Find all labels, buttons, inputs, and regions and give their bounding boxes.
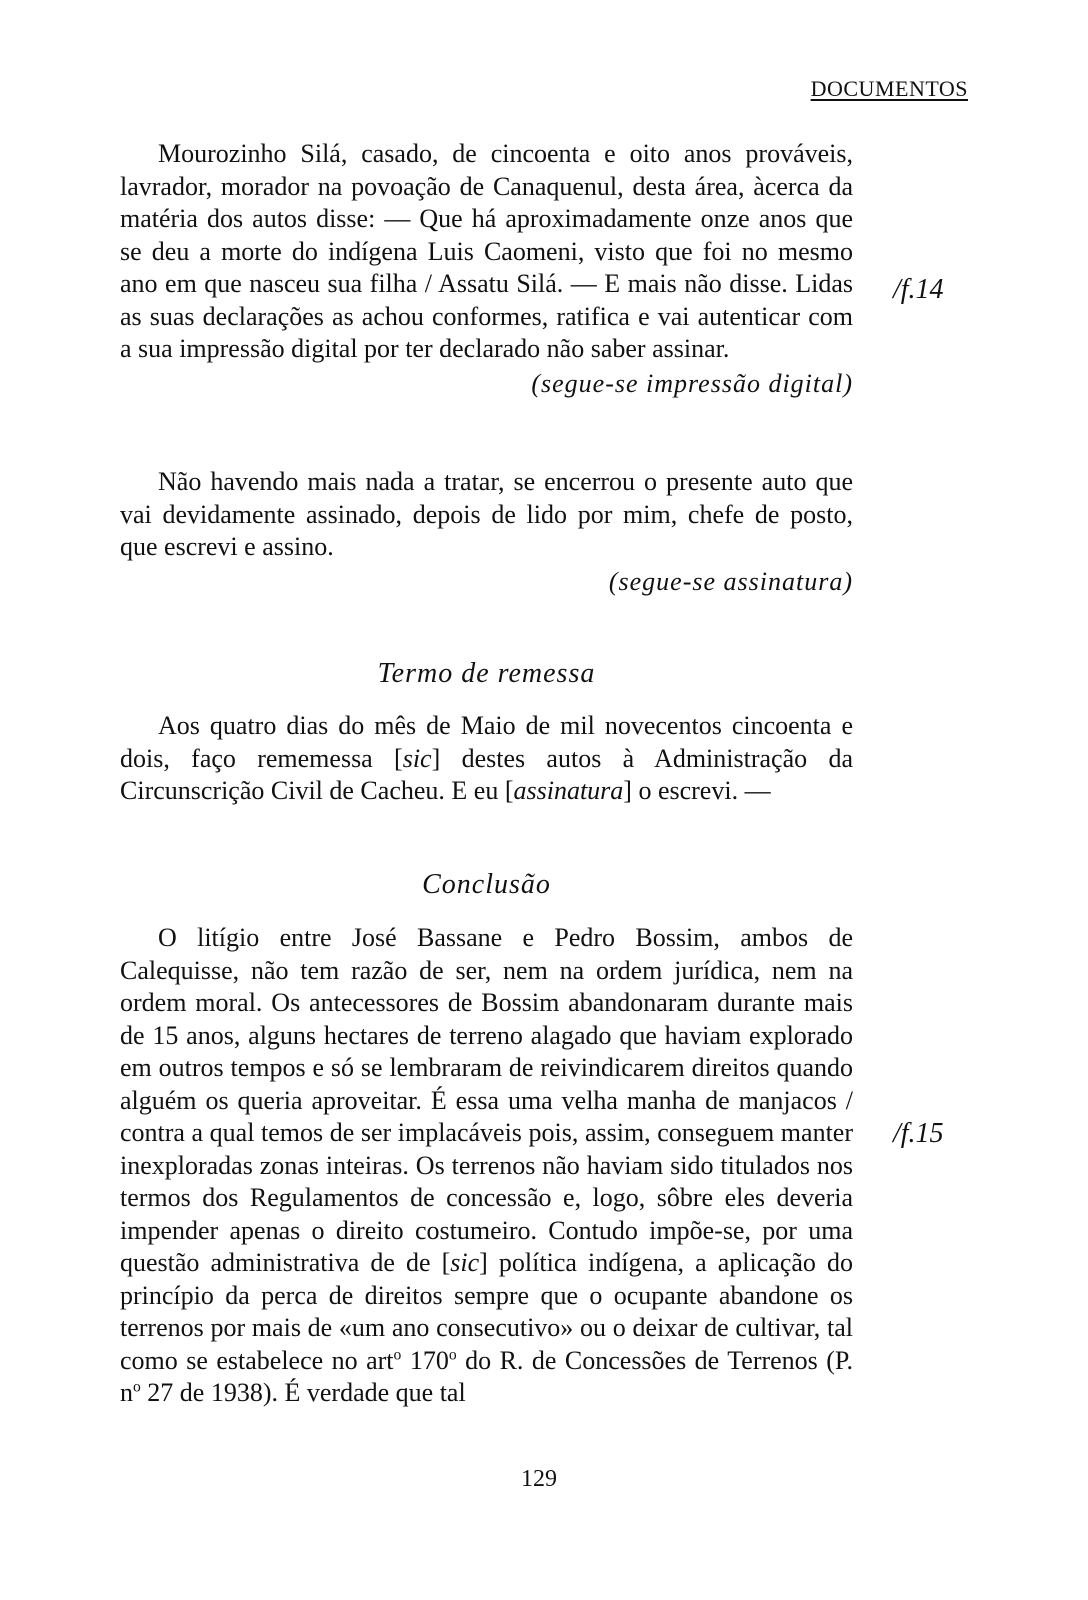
remessa-text-c: ] o escrevi. — [623,776,771,805]
conclusao-block [120,922,853,1410]
testimony-paragraph: Mourozinho Silá, casado, de cincoenta e oito anos prováveis, lavrador, morador na povoação de Canaquenul, desta área, àcerca da matéria dos autos disse: — Que há aproximadamente onze anos que se deu a morte do indígena Luis Caomeni, visto que foi no mesmo ano em que nasceu sua filha / Assatu Silá. — E mais não disse. Lidas as suas declarações as achou conformes, ratifica e vai autenticar com a sua impressão digital por ter declarado não saber assinar. [120,139,853,363]
sic-annotation: sic [402,743,432,773]
sic-annotation: sic [450,1248,480,1277]
section-heading-conclusao: Conclusão [422,869,551,900]
running-head: DOCUMENTOS [810,76,968,101]
signature-note: (segue-se assinatura) [608,566,853,596]
conclusao-text-e: 27 de 1938). É verdade que tal [140,1378,466,1407]
conclusao-paragraph [120,922,853,1410]
remessa-block [120,710,853,808]
conclusao-text-b: ] política indígena, a aplicação do princípio da perca de direitos sempre que o ocupante abandone os terrenos por mais de «um ano consecutivo» ou o deixar de cultivar, tal como se estabelece no art [120,1248,853,1375]
ordinal-marker: o [448,1345,457,1363]
ordinal-marker: o [393,1345,402,1363]
fingerprint-note: (segue-se impressão digital) [531,368,853,398]
conclusao-text-d: do R. de Concessões de Terrenos (P. n [120,1345,854,1407]
conclusao-text-c: 170 [401,1345,449,1375]
remessa-paragraph [120,710,853,808]
section-heading-termo-de-remessa: Termo de remessa [377,658,596,689]
conclusao-text-a: O litígio entre José Bassane e Pedro Bossim, ambos de Calequisse, não tem razão de ser, nem na ordem jurídica, nem na ordem moral. Os antecessores de Bossim abandonaram durante mais de 15 anos, alguns hectares de terreno alagado que haviam explorado em outros tempos e só se lembraram de reivindicarem direitos quando alguém os queria aproveitar. É essa uma velha manha de manjacos / contra a qual temos de ser implacáveis pois, assim, conseguem manter inexploradas zonas inteiras. Os terrenos não haviam sido titulados nos termos dos Regulamentos de concessão e, logo, sôbre eles deveria impender apenas o direito costumeiro. Contudo impõe-se, por uma questão administrativa de de [ [120,923,853,1277]
remessa-text-b: ] destes autos à Administração da Circunscrição Civil de Cacheu. E eu [ [120,743,853,805]
remessa-text-a: Aos quatro dias do mês de Maio de mil novecentos cincoenta e dois, faço rememessa [ [120,711,853,773]
folio-marker-14: /f.14 [893,274,944,305]
closing-block [120,466,853,598]
signature-annotation: assinatura [513,776,624,805]
ordinal-marker: o [133,1378,141,1396]
folio-marker-15: /f.15 [893,1118,944,1149]
page-number [0,1466,1088,1493]
closing-paragraph: Não havendo mais nada a tratar, se encerrou o presente auto que vai devidamente assinado, depois de lido por mim, chefe de posto, que escrevi e assino. [120,467,853,561]
page-number-text: 129 [521,1466,557,1492]
testimony-block [120,138,853,400]
